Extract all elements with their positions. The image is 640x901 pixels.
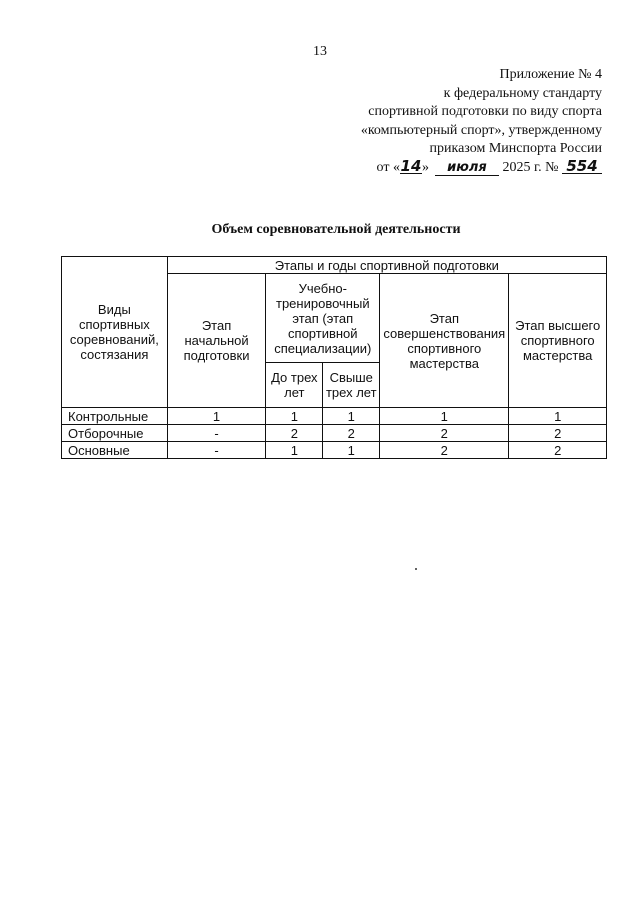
cell-higher: 2 — [509, 425, 607, 442]
date-close-quote: » — [421, 159, 429, 175]
cell-over-3: 1 — [323, 442, 380, 459]
header-initial-stage: Этап начальной подготовки — [167, 274, 266, 408]
appendix-line-5: приказом Минспорта России — [429, 141, 602, 156]
header-training-up-to-3-years: До трех лет — [266, 363, 323, 408]
row-name: Отборочные — [62, 425, 168, 442]
cell-higher: 2 — [509, 442, 607, 459]
approval-date-line — [302, 156, 602, 178]
date-prefix: от « — [376, 159, 400, 175]
row-name: Основные — [62, 442, 168, 459]
header-stages-group: Этапы и годы спортивной подготовки — [167, 257, 606, 274]
header-improvement-stage: Этап совершенствования спортивного мастерства — [380, 274, 509, 408]
cell-initial: - — [167, 442, 266, 459]
competition-volume-table — [61, 256, 607, 459]
cell-improvement: 2 — [380, 442, 509, 459]
header-higher-mastery-stage: Этап высшего спортивного мастерства — [509, 274, 607, 408]
cell-improvement: 2 — [380, 425, 509, 442]
date-year-number-label: 2025 г. № — [502, 159, 559, 175]
cell-higher: 1 — [509, 408, 607, 425]
header-training-stage: Учебно-тренировочный этап (этап спортивной специализации) — [266, 274, 380, 363]
row-name: Контрольные — [62, 408, 168, 425]
cell-up-to-3: 2 — [266, 425, 323, 442]
table-row — [62, 442, 607, 459]
cell-up-to-3: 1 — [266, 408, 323, 425]
cell-over-3: 1 — [323, 408, 380, 425]
page-number: 13 — [313, 44, 327, 59]
appendix-line-4: «компьютерный спорт», утвержденному — [360, 122, 602, 138]
appendix-header — [302, 66, 602, 177]
scan-speck — [415, 568, 417, 570]
cell-over-3: 2 — [323, 425, 380, 442]
header-training-over-3-years: Свыше трех лет — [323, 363, 380, 408]
cell-up-to-3: 1 — [266, 442, 323, 459]
appendix-line-1: Приложение № 4 — [499, 67, 602, 82]
appendix-line-3: спортивной подготовки по виду спорта — [368, 104, 602, 119]
table-row — [62, 408, 607, 425]
document-title: Объем соревновательной деятельности — [211, 222, 461, 237]
cell-initial: - — [167, 425, 266, 442]
handwritten-day: 14 — [400, 156, 422, 175]
cell-improvement: 1 — [380, 408, 509, 425]
header-competition-kinds: Виды спортивных соревнований, состязания — [62, 257, 168, 408]
table-row — [62, 425, 607, 442]
cell-initial: 1 — [167, 408, 266, 425]
handwritten-month: июля — [435, 161, 499, 176]
handwritten-order-number: 554 — [562, 159, 602, 174]
appendix-line-2: к федеральному стандарту — [443, 85, 602, 101]
